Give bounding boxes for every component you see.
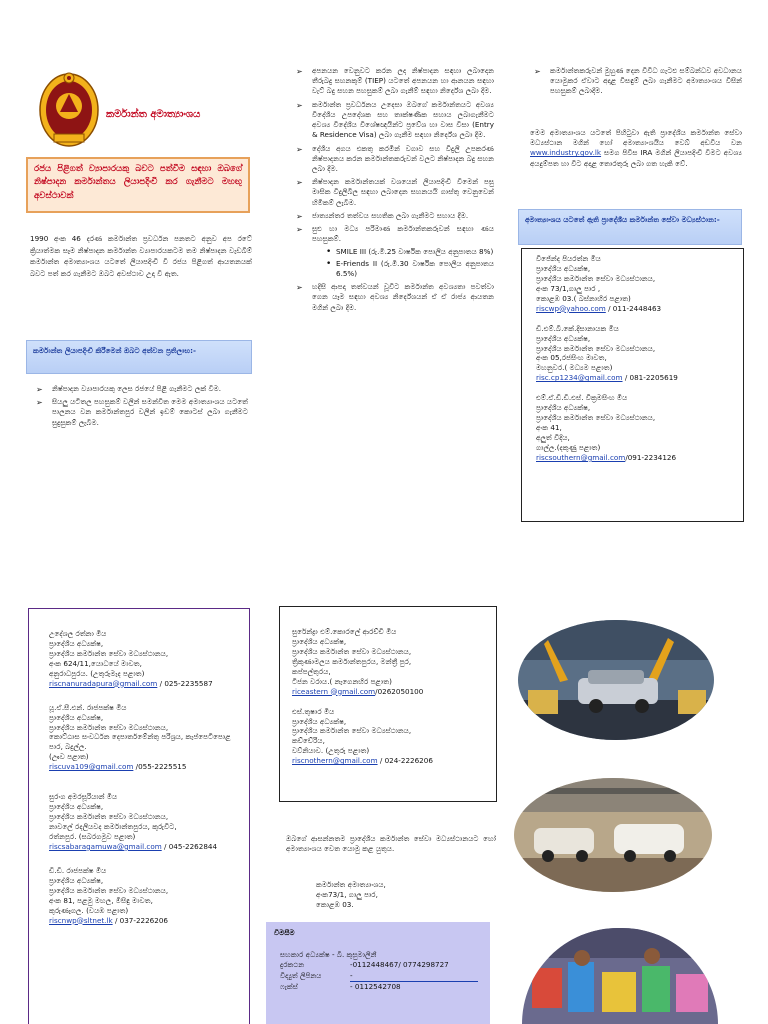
benefits-list-3 <box>534 66 742 100</box>
office-line: ප්‍රාදේශීය අධ්‍යක්ෂ, <box>49 638 104 648</box>
office-line: ප්‍රාදේශීය අධ්‍යක්ෂ, <box>292 636 347 646</box>
car-factory-photo-1 <box>518 620 714 740</box>
office-name: උදේශල රත්නා මිය <box>49 629 107 638</box>
contact-phone-row <box>274 960 482 970</box>
contact-fax: - 0112542708 <box>350 981 401 991</box>
office-line: ප්‍රාදේශීය අධ්‍යක්ෂ, <box>49 875 104 885</box>
list-item: ➢ ජාත්‍යන්තර තත්වය සහතික ලබා ගැනීමට සහාය දීම. <box>296 211 494 221</box>
office-line: අංක 05,රජසිංහ මාවත, <box>536 353 607 363</box>
loan-item: • SMILE III (රු.මි.25 වාර්ෂික පොලිය අනුපාතය 8%) <box>326 247 494 257</box>
list-item: ➢ නිෂ්පාදන ව්‍යාපාරයකු ලෙස රජයේ පිළි ගැනීමට ලක් වීම. <box>36 384 248 394</box>
office-email-link[interactable]: riceastern @gmail.com <box>292 686 376 696</box>
office-line: ප්‍රාදේශීය කර්මාන්ත සේවා මධ්‍යස්ථානය, <box>536 413 656 423</box>
office-box-middle <box>279 606 497 802</box>
website-link[interactable]: www.industry.gov.lk <box>530 148 602 158</box>
office-name: සුරේන්ද්‍රා එම්.කොරලේ ආරච්චි මිය <box>292 627 397 636</box>
office-line: (ඌව පළාත) <box>49 752 89 762</box>
benefits-list-1 <box>36 384 248 431</box>
office-line: ප්‍රාදේශීය අධ්‍යක්ෂ, <box>49 712 104 722</box>
office-line: ප්‍රාදේශීය කර්මාන්ත සේවා මධ්‍යස්ථානය, <box>49 648 169 658</box>
office-email-link[interactable]: riscsabaragamuwa@gmail.com <box>49 841 162 851</box>
website-text-before: මෙම අමාත්‍යාංශය යටතේ පිහිටුවා ඇති ප්‍රාදේශීය කර්මාන්ත සේවා මධ්‍යස්ථාන මගින් හෝ අමාත්‍යාංශයීය වෙබ් අඩවිය වන <box>530 128 742 148</box>
address-line: කර්මාන්ත අමාත්‍යාංශය, <box>316 880 386 889</box>
contact-phone-label: දුරකථන <box>280 960 305 970</box>
address-line: අංක73/1, ගාලු පාර, <box>316 890 378 900</box>
office-line: කච්චේරිය, <box>292 736 325 746</box>
office-phone: /055-2225515 <box>135 762 187 772</box>
office-line: ප්‍රාදේශීය අධ්‍යක්ෂ, <box>292 716 347 726</box>
contact-director: සහකාර අධ්‍යක්ෂ - බී. කුසුමාලිනී <box>280 950 377 960</box>
office-email-link[interactable]: riscnothern@gmail.com <box>292 756 378 766</box>
list-item: ➢ සියලු යටිතල පහසුකම් වලින් සමන්විත මෙම අමාත්‍යාංශය යටතේ පාලනය වන කර්මාන්තපුර වලින් ඉඩම් කොටස් ලබා ගැනීමට සුදුසුකම් ලැබීම. <box>36 397 248 428</box>
headline-text: රජය පිළිගත් ව්‍යාපාරයකු බවට පත්වීම සඳහා ඔබගේ නිෂ්පාදන කර්මාන්තය ලියාපදිංචි කර ගැනීමට මහඟු අවස්ථාවක් <box>34 164 242 201</box>
benefits-heading: කර්මාන්ත ලියාපදිංචි කිරීමෙන් ඔබට අත්වන ප්‍රතිලාභ:- <box>26 340 252 374</box>
office-email-link[interactable]: risc.cp1234@gmail.com <box>536 373 623 383</box>
office-line: අංක 624/11,යොධයේ මාවත, <box>49 658 142 668</box>
list-item: ➢ නිෂ්පාදන කර්මාන්තයක් වශයෙන් ලියාපදිංචි වීමෙන් පසු මාසික විදුලිබිල සඳහා ලබාදෙන සහනයයි ගාස්තු වෙනුවෙන් හිමිකම් ලැබීම. <box>296 177 494 208</box>
office-line: ප්‍රාදේශීය කර්මාන්ත සේවා මධ්‍යස්ථානය, <box>49 722 169 732</box>
office-northern <box>292 707 488 767</box>
contact-heading: විමසීම <box>274 928 295 937</box>
office-phone: / 024-2226206 <box>379 756 433 766</box>
office-line: ප්‍රාදේශීය කර්මාන්ත සේවා මධ්‍යස්ථානය, <box>536 343 656 353</box>
office-email-link[interactable]: riscwp@yahoo.com <box>536 303 606 313</box>
address-line: කොළඹ 03. <box>316 900 354 910</box>
office-phone: / 025-2235587 <box>159 678 213 688</box>
office-name: සුරංග අමරසූරියාන් මිය <box>49 792 118 802</box>
loan-intro: සුළු හා මධ්‍ය පරිමාණ කර්මාන්තකරුවන් සඳහා ණය පහසුකම්. <box>312 224 494 244</box>
office-line: ප්‍රාදේශීය කර්මාන්ත සේවා මධ්‍යස්ථානය, <box>536 273 656 283</box>
office-line: වව්නියාව. (උතුරු පළාත) <box>292 746 370 756</box>
office-name: විජේන්ද පියරත්න මිය <box>536 254 601 263</box>
office-line: ටිජන වරාය.( නැගෙනහිර පළාත) <box>292 676 392 686</box>
inquiry-text: ඔබගේ ආසන්නතම ප්‍රාදේශීය කර්මාන්ත සේවා මධ්‍යස්ථානයට හෝ අමාත්‍යාංශය වෙත යොමු කළ යුතුය. <box>286 834 496 854</box>
office-line: කුරුණෑගල. (වයඹ පළාත) <box>49 905 129 915</box>
office-line: රත්නපුර. (සබරගමුව පළාත) <box>49 831 136 841</box>
office-line: ප්‍රාදේශීය කර්මාන්ත සේවා මධ්‍යස්ථානය, <box>292 646 412 656</box>
list-item <box>296 224 494 279</box>
office-email-link[interactable]: riscnanuradapura@gmail.com <box>49 678 158 688</box>
office-email-link[interactable]: riscuva109@gmail.com <box>49 762 134 772</box>
office-phone: /0262050100 <box>375 686 424 696</box>
website-text-after: සමග පිවිස IRA මගින් ලියාපදිංචි වීමට අවශ්‍ය අයදුම්පත හා විට අදාළ තොරතුරු ලබා ගත හැකි වේ. <box>530 148 742 168</box>
contact-email-label: විද්‍යුත් ලිපිනය <box>280 970 322 980</box>
office-north-western <box>49 866 241 926</box>
headline-banner <box>26 157 250 213</box>
office-phone: / 037-2226206 <box>114 915 168 925</box>
office-name: යූ.ඒ.සී.එන්. රාජපක්ෂ මිය <box>49 702 127 712</box>
office-western <box>536 254 735 314</box>
centers-heading: අමාත්‍යාංශය යටතේ ඇති ප්‍රාදේශීය කර්මාන්ත සේවා මධ්‍යස්ථාන:- <box>518 209 742 245</box>
office-line: ප්‍රාදේශීය කර්මාන්ත සේවා මධ්‍යස්ථානය, <box>49 812 169 822</box>
office-north-central <box>49 629 241 689</box>
office-line: අනුරාධපුරය. (උතුරුමැද පළාත) <box>49 668 145 678</box>
office-box-left <box>28 608 250 1024</box>
office-box-right <box>521 248 744 522</box>
contact-fax-row <box>274 982 482 992</box>
office-line: අලුත් විදිය, <box>536 433 570 442</box>
ministry-address <box>316 880 486 911</box>
website-paragraph <box>530 128 742 169</box>
office-line: ප්‍රාදේශීය අධ්‍යක්ෂ, <box>536 263 591 273</box>
office-line: අංක 73/1,ගාලු පාර , <box>536 283 601 293</box>
intro-paragraph: 1990 අංක 46 දරණ කර්මාන්ත ප්‍රවර්ධන පනතට අනුව අප රටේ ක්‍රියාත්මක සෑම නිෂ්පාදන කර්මාන්ත ව්‍යාපාරයකටම තම නිෂ්පාදන වැඩබිම් කර්මාන්ත අමාත්‍යාංශය යටතේ ලියාපදිංචි වී රජය පිළිගත් ආයතනයක් බවට පත් කර ගැනීමට ඔබට අවස්ථාව උදා වී ඇත. <box>30 234 252 278</box>
office-line: ප්‍රාදේශීය අධ්‍යක්ෂ, <box>536 333 591 343</box>
garment-factory-photo <box>522 928 718 1024</box>
loan-item: • E-Friends II (රු.මි.30 වාර්ෂික පොලිය අනුපාතය 6.5%) <box>326 259 494 279</box>
office-sabaragamuwa <box>49 792 241 852</box>
benefits-list-2 <box>296 66 494 316</box>
ministry-name: කර්මාන්ත අමාත්‍යාංශය <box>106 109 201 120</box>
loan-list <box>326 247 494 280</box>
car-factory-photo-2 <box>514 778 712 892</box>
office-southern <box>536 393 735 463</box>
office-line: අංක 41, <box>536 423 562 433</box>
office-name: එම්.ඒ.ඩී.ඩී.එස්. වික්‍රමසිංහ මිය <box>536 393 628 403</box>
office-uva <box>49 703 241 773</box>
list-item: ➢ හදිසි ආපදා තත්වයන් වූවිට කර්මාන්ත අවශ්‍යතා පවත්වා ගෙන යෑම සඳහා අවශ්‍ය නිර්දේශයන් ඒ ඒ රාජ්‍ය ආයතන මගින් ලබා දීම. <box>296 282 494 313</box>
office-line: ප්‍රාදේශීය අධ්‍යක්ෂ, <box>49 802 104 812</box>
office-line: මහනුවර.( මධ්‍යම පළාත) <box>536 363 613 373</box>
office-name: ඩී.ඩී. රාජපක්ෂ මිය <box>49 865 107 875</box>
office-line: අංක 81, පළමු මහල, මීසිඳු මාවත, <box>49 895 153 905</box>
office-phone: / 011-2448463 <box>608 303 662 313</box>
office-line: කොට්ඨාස සංවර්ධන දෙපාර්තමේන්තු පරිශ්‍රය, කැප්පෙටිපොළ පාර, බදුල්ල. <box>49 732 231 752</box>
contact-email: - <box>350 971 478 982</box>
contact-fax-label: ෆැක්ස් <box>280 981 298 991</box>
office-phone: /091-2234126 <box>625 452 677 462</box>
contact-email-row <box>274 971 482 982</box>
office-line: නාවලේ රදලියවද කර්මාන්තපුරය, කුරුවිට, <box>49 822 177 831</box>
office-line: ගාල්ල.(දකුණු පළාත) <box>536 442 601 452</box>
list-item: ➢ අපනයන වෙනුවට කරන ලද නිෂ්පාදන සඳහා ලබාදෙන තීරුබදු සහනකුම් (TIEP) යටතේ අපනයන හා ආනයන සඳහා වැට් බදු සහන පහසුකම් ලබා ගැනීම් සඳහා නිර්දේශ ලබා දීම. <box>296 66 494 97</box>
office-line: කප්පල්තුරය, <box>292 666 331 676</box>
list-item: ➢ කර්මාන්තකරුවන් මුහුණ දෙන විවිධ ගැටළු සම්බන්ධව අවධානය යොමුකර ඒවාට අදාළ විසඳුම් ලබා ගැනීමට අමාත්‍යාංශය විසින් පහසුකම් ලබාදීම. <box>534 66 742 97</box>
ministry-emblem-icon <box>38 68 100 154</box>
contact-phone: -0112448467/ 0774298727 <box>350 960 449 970</box>
list-item: ➢ දේශීය අගය එකතු කරමින් වගාව සහ විදුලි උපකරණ නිෂ්පාදනය කරන කර්මාන්තකරුවන් වලට නිෂ්පාදන බදු සහන ලබා දීම. <box>296 144 494 175</box>
office-line: ප්‍රාදේශීය කර්මාන්ත සේවා මධ්‍යස්ථානය, <box>292 726 412 736</box>
office-name: ඩී.එම්.බී.කේ.දිසානායක මිය <box>536 323 619 333</box>
office-phone: / 045-2262844 <box>164 841 218 851</box>
office-phone: / 081-2205619 <box>624 373 678 383</box>
office-line: ප්‍රාදේශීය කර්මාන්ත සේවා මධ්‍යස්ථානය, <box>49 885 169 895</box>
office-central <box>536 324 735 384</box>
office-name: එස්.තුෂාර මිය <box>292 706 335 716</box>
office-eastern <box>292 627 488 697</box>
office-line: ප්‍රාදේශීය අධ්‍යක්ෂ, <box>536 403 591 413</box>
office-line: කොළඹ 03.( බස්නාහිර පළාත) <box>536 293 631 303</box>
contact-panel <box>266 922 490 1024</box>
office-email-link[interactable]: riscnwp@sltnet.lk <box>49 915 113 925</box>
office-email-link[interactable]: riscsouthern@gmail.com <box>536 452 626 462</box>
office-line: ත්‍රිකුණාමලය කර්මාන්තපුරය, මන්ත්‍රී පුර, <box>292 656 412 666</box>
list-item: ➢ කර්මාන්ත ප්‍රවර්ධනය උදෙසා ඔබගේ කර්මාන්තයට අවශ්‍ය විදේශීය උපදේශක සහ තාක්ෂණික සහාය ලබාගැනීමට අවශ්‍ය විදේශීය විශේෂඥයින්ට ප්‍රවේශ හා වාස වීසා (Entry & Residence Visa) ලබා ගැනීම සඳහා නිර්දේශ ලබා දීම. <box>296 100 494 141</box>
